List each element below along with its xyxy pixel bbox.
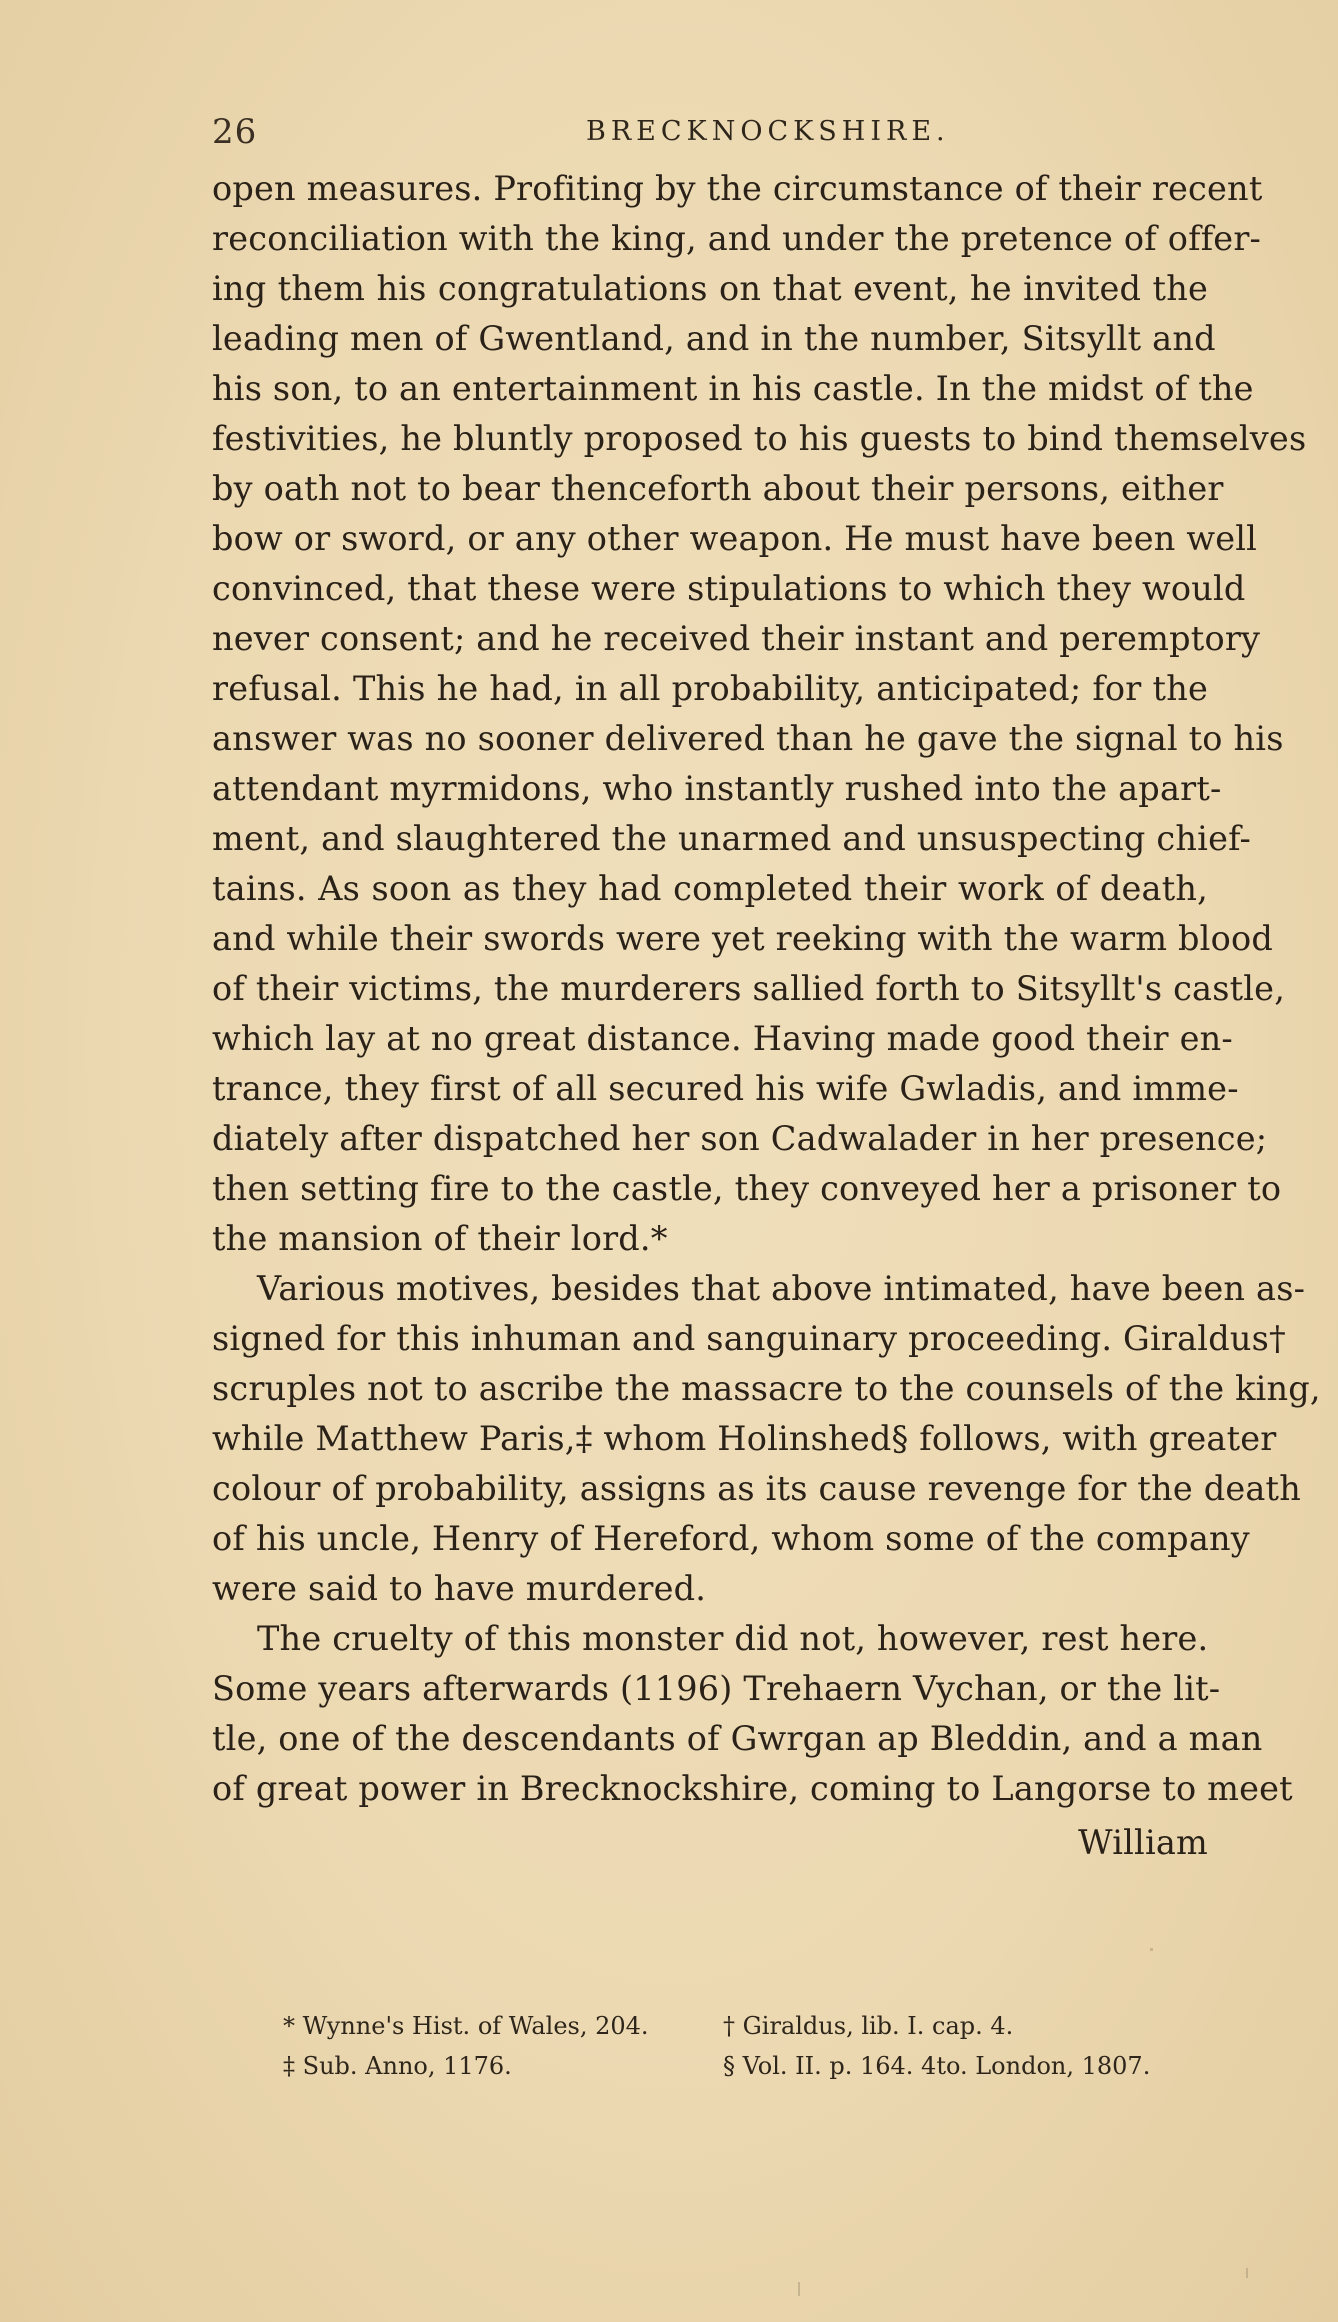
text-line: tle, one of the descendants of Gwrgan ap Bleddin, and a man — [212, 1719, 1263, 1758]
text-line: scruples not to ascribe the massacre to the counsels of the king, — [212, 1369, 1321, 1408]
body-text — [212, 164, 1321, 1868]
text-line: Some years afterwards (1196) Trehaern Vychan, or the lit- — [212, 1669, 1221, 1708]
text-line: colour of probability, assigns as its cause revenge for the death — [212, 1469, 1301, 1508]
text-line: festivities, he bluntly proposed to his guests to bind themselves — [212, 419, 1307, 458]
text-line: which lay at no great distance. Having made good their en- — [212, 1019, 1233, 1058]
text-line: leading men of Gwentland, and in the number, Sitsyllt and — [212, 319, 1216, 358]
text-line: bow or sword, or any other weapon. He must have been well — [212, 519, 1258, 558]
footnote: † Giraldus, lib. I. cap. 4. — [723, 2012, 1014, 2040]
text-line: convinced, that these were stipulations to which they would — [212, 569, 1246, 608]
footnote-row — [283, 2046, 1213, 2086]
footnote-row — [283, 2006, 1213, 2046]
text-line: his son, to an entertainment in his castle. In the midst of the — [212, 369, 1254, 408]
text-line: ing them his congratulations on that event, he invited the — [212, 269, 1208, 308]
text-line: of their victims, the murderers sallied forth to Sitsyllt's castle, — [212, 969, 1286, 1008]
text-line: then setting fire to the castle, they conveyed her a prisoner to — [212, 1169, 1282, 1208]
text-line: Various motives, besides that above intimated, have been as- — [257, 1269, 1306, 1308]
paper-speck — [798, 2282, 800, 2296]
catchword: William — [1078, 1823, 1208, 1862]
footnote: § Vol. II. p. 164. 4to. London, 1807. — [723, 2052, 1151, 2080]
text-line: while Matthew Paris,‡ whom Holinshed§ follows, with greater — [212, 1419, 1277, 1458]
paper-speck — [1150, 1948, 1153, 1951]
footnote: ‡ Sub. Anno, 1176. — [283, 2052, 512, 2080]
text-line: of his uncle, Henry of Hereford, whom some of the company — [212, 1519, 1250, 1558]
page-number: 26 — [212, 112, 258, 152]
text-line: were said to have murdered. — [212, 1569, 707, 1608]
text-line: open measures. Profiting by the circumstance of their recent — [212, 169, 1263, 208]
text-line: never consent; and he received their instant and peremptory — [212, 619, 1261, 658]
text-line: reconciliation with the king, and under the pretence of offer- — [212, 219, 1262, 258]
text-line: tains. As soon as they had completed their work of death, — [212, 869, 1208, 908]
text-line: attendant myrmidons, who instantly rushed into the apart- — [212, 769, 1222, 808]
text-line: the mansion of their lord.* — [212, 1219, 668, 1258]
paper-speck — [1246, 2268, 1248, 2278]
text-line: trance, they first of all secured his wife Gwladis, and imme- — [212, 1069, 1239, 1108]
text-line: of great power in Brecknockshire, coming to Langorse to meet — [212, 1769, 1293, 1808]
text-line: refusal. This he had, in all probability, anticipated; for the — [212, 669, 1208, 708]
running-title: BRECKNOCKSHIRE. — [586, 116, 950, 147]
text-line: by oath not to bear thenceforth about their persons, either — [212, 469, 1224, 508]
text-line: The cruelty of this monster did not, however, rest here. — [257, 1619, 1209, 1658]
text-line: and while their swords were yet reeking with the warm blood — [212, 919, 1273, 958]
text-line: diately after dispatched her son Cadwalader in her presence; — [212, 1119, 1268, 1158]
text-line: signed for this inhuman and sanguinary proceeding. Giraldus† — [212, 1319, 1286, 1358]
footnotes — [283, 2006, 1213, 2086]
text-line: answer was no sooner delivered than he gave the signal to his — [212, 719, 1284, 758]
footnote: * Wynne's Hist. of Wales, 204. — [283, 2012, 649, 2040]
text-line: ment, and slaughtered the unarmed and unsuspecting chief- — [212, 819, 1252, 858]
